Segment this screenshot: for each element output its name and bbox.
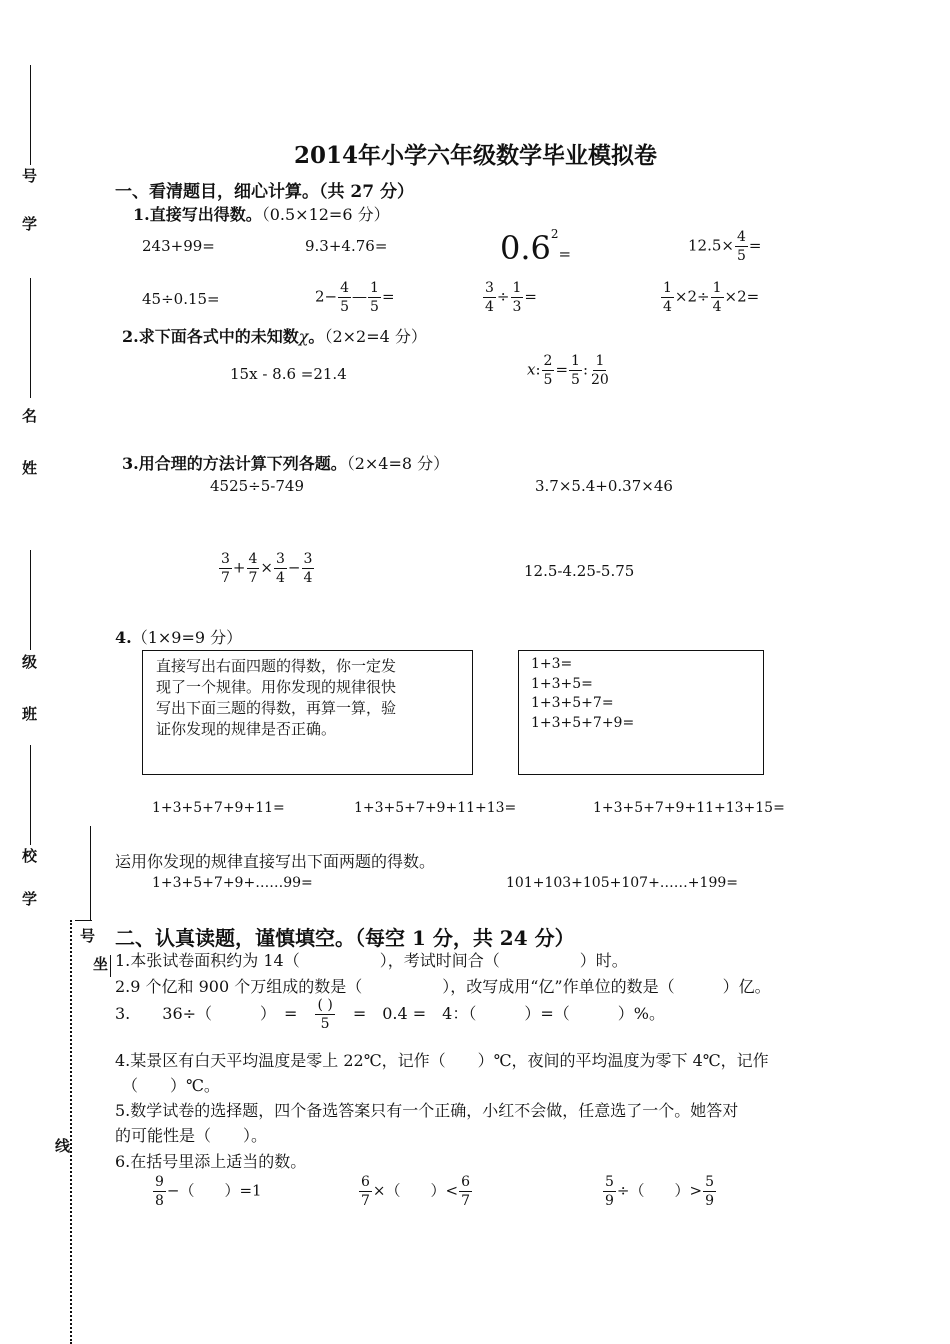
q2-label: 2.求下面各式中的未知数: [122, 327, 299, 346]
fraction: $\frac{3}{4}$: [303, 551, 313, 586]
fraction: $\frac{3}{4}$: [485, 280, 494, 315]
side-label-ji: 级: [22, 653, 38, 671]
q4-row1-item-2: 1+3+5+7+9+11+13=: [354, 800, 517, 816]
q4-row1-item-3: 1+3+5+7+9+11+13+15=: [593, 800, 785, 816]
s2-q6-a: $\frac{9}{8}$ −（ ）=1: [155, 1174, 262, 1209]
section-divider: [75, 920, 92, 921]
q1-item-3-exp: 2: [550, 227, 559, 241]
q4-row2-item-1: 1+3+5+7+9+……99=: [152, 875, 313, 891]
fraction: $\frac{4}{5}$: [736, 229, 746, 264]
s2-q1: 1.本张试卷面积约为 14（ ），考试时间合（ ）时。: [115, 951, 628, 970]
fraction: $\frac{6}{7}$: [361, 1174, 370, 1209]
fraction: $\frac{1}{5}$: [370, 280, 379, 315]
fraction: $\frac{( )}{5}$: [317, 997, 333, 1032]
fraction: $\frac{1}{4}$: [712, 280, 722, 315]
q3-heading: [122, 451, 449, 474]
s2-q4-line1: 4.某景区有白天平均温度是零上 22℃，记作（ ）℃，夜间的平均温度为零下 4℃，记作: [115, 1051, 769, 1070]
q1-item-3-base: 0.6: [500, 229, 551, 267]
s2-q5-line1: 5.数学试卷的选择题，四个备选答案只有一个正确，小红不会做，任意选了一个。她答对: [115, 1101, 739, 1120]
section2-heading: 二、认真读题，谨慎填空。（每空 1 分，共 24 分）: [115, 926, 575, 950]
fraction: $\frac{3}{4}$: [276, 551, 285, 586]
side-label-ming: 名: [22, 407, 38, 425]
q3-e1: 4525÷5-749: [210, 477, 304, 495]
q1-item-7: $\frac{3}{4}$ ÷ $\frac{1}{3}$ =: [485, 280, 537, 315]
fraction: $\frac{5}{9}$: [605, 1174, 614, 1209]
side-label-xing: 姓: [22, 459, 38, 477]
margin-line-top: [30, 65, 31, 165]
margin-line-5: [90, 826, 91, 921]
q2-var: χ: [298, 327, 309, 346]
q1-item-1: 243+99=: [142, 237, 215, 255]
s2-q5-line2: 的可能性是（ ）。: [115, 1126, 268, 1145]
side-label-xian: 线: [55, 1137, 71, 1155]
q1-heading: [133, 202, 390, 225]
q3-e3: $\frac{3}{7}$ + $\frac{4}{7}$ × $\frac{3}{4}$ − $\frac{3}{4}$: [221, 551, 313, 586]
q3-label: 3.用合理的方法计算下列各题。: [122, 454, 347, 473]
s2-q6: 6.在括号里添上适当的数。: [115, 1152, 307, 1171]
fraction: $\frac{1}{4}$: [663, 280, 672, 315]
q4-pattern-text: 1+3= 1+3+5= 1+3+5+7= 1+3+5+7+9=: [531, 656, 635, 731]
s2-q3: 3. 36÷（ ） = $\frac{( )}{5}$ = 0.4 = 4：（ ）=（ ）%。: [115, 997, 665, 1032]
margin-line-3: [30, 550, 31, 650]
s2-q6-c: $\frac{5}{9}$ ÷（ ）> $\frac{5}{9}$: [605, 1174, 714, 1209]
q1-item-5: 45÷0.15=: [142, 290, 220, 308]
q3-e4: 12.5-4.25-5.75: [524, 562, 635, 580]
margin-line-2: [30, 278, 31, 398]
margin-dotted-line: [70, 920, 72, 1344]
fraction: $\frac{1}{20}$: [591, 353, 609, 388]
fraction: $\frac{3}{7}$: [221, 551, 230, 586]
side-label-ban: 班: [22, 705, 38, 723]
margin-line-6: [110, 955, 111, 977]
side-label-xue2: 学: [22, 890, 38, 908]
margin-line-4: [30, 745, 31, 845]
side-label-hao: 号: [22, 167, 38, 185]
q4-score: （1×9=9 分）: [131, 628, 243, 647]
q1-label: 1.直接写出得数。: [133, 205, 262, 224]
q1-item-3: [500, 229, 571, 267]
side-label-xiao: 校: [22, 847, 38, 865]
page-title: 2014年小学六年级数学毕业模拟卷: [294, 142, 658, 169]
s2-q6-b: $\frac{6}{7}$ ×（ ）< $\frac{6}{7}$: [361, 1174, 470, 1209]
side-label-zuo: 坐: [93, 955, 109, 973]
fraction: $\frac{9}{8}$: [155, 1174, 164, 1209]
fraction: $\frac{2}{5}$: [543, 353, 553, 388]
fraction: $\frac{6}{7}$: [461, 1174, 470, 1209]
fraction: $\frac{4}{5}$: [340, 280, 350, 315]
fraction: $\frac{4}{7}$: [248, 551, 258, 586]
q1-item-2: 9.3+4.76=: [305, 237, 388, 255]
q4-row2-item-2: 101+103+105+107+……+199=: [506, 875, 738, 891]
q4-instruction-text: 直接写出右面四题的得数，你一定发 现了一个规律。用你发现的规律很快 写出下面三题的得数，再算一算，验 证你发现的规律是否正确。: [156, 657, 397, 738]
q1-item-6: 2− $\frac{4}{5}$ — $\frac{1}{5}$ =: [315, 280, 395, 315]
q4-instruction2: 运用你发现的规律直接写出下面两题的得数。: [115, 852, 436, 871]
q4-row1-item-1: 1+3+5+7+9+11=: [152, 800, 285, 816]
q1-item-4-lead: 12.5×: [688, 236, 734, 255]
s2-q4-line2: （ ）℃。: [122, 1076, 220, 1095]
q1-score: （0.5×12=6 分）: [261, 205, 390, 224]
q2-eq2: x: $\frac{2}{5}$ = $\frac{1}{5}$ : $\frac{1}{20}$: [527, 353, 609, 388]
q2-score: （2×2=4 分）: [324, 327, 427, 346]
q1-item-4: 12.5× $\frac{4}{5}$ =: [688, 229, 762, 264]
q4-heading: [115, 625, 242, 648]
q2-heading: 2.求下面各式中的未知数χ。（2×2=4 分）: [122, 327, 427, 346]
q3-e2: 3.7×5.4+0.37×46: [535, 477, 673, 495]
fraction: $\frac{5}{9}$: [705, 1174, 714, 1209]
q1-item-8: $\frac{1}{4}$ ×2÷ $\frac{1}{4}$ ×2=: [663, 280, 760, 315]
q3-score: （2×4=8 分）: [346, 454, 450, 473]
fraction: $\frac{1}{3}$: [512, 280, 522, 315]
q2-eq1: 15x - 8.6 =21.4: [230, 365, 347, 383]
fraction: $\frac{1}{5}$: [571, 353, 580, 388]
side-label-xue: 学: [22, 215, 38, 233]
q4-label: 4.: [115, 628, 132, 647]
s2-q2: 2.9 个亿和 900 个万组成的数是（ ），改写成用“亿”作单位的数是（ ）亿。: [115, 977, 771, 996]
section1-heading: 一、看清题目，细心计算。（共 27 分）: [115, 182, 414, 202]
side-label-hao2: 号: [80, 927, 96, 945]
q1-item-3-eq: =: [558, 245, 572, 263]
